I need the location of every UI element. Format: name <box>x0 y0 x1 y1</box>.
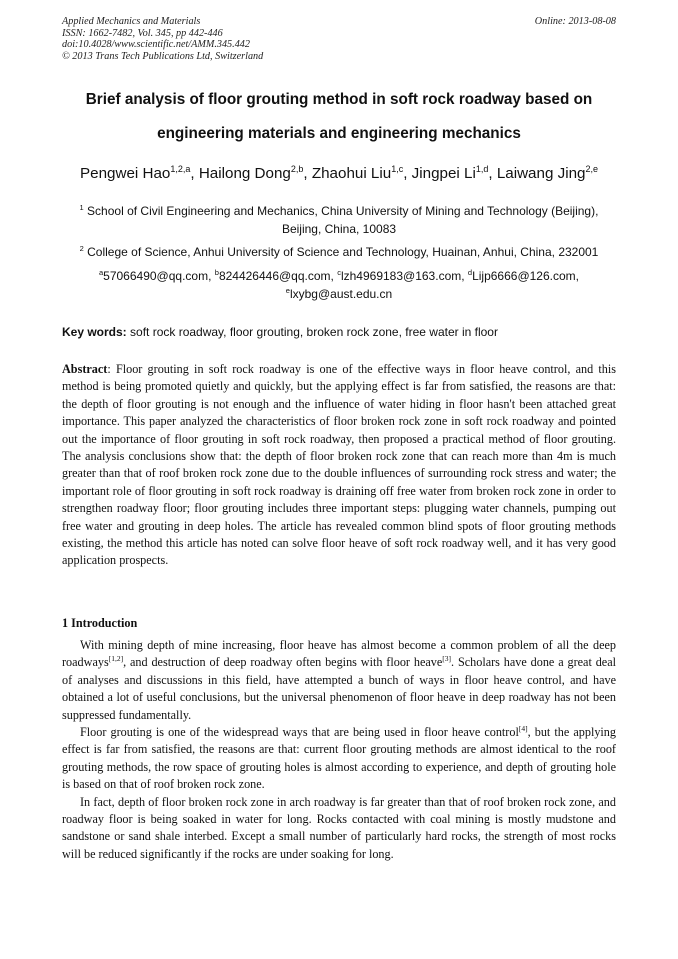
journal-name: Applied Mechanics and Materials <box>62 16 201 27</box>
affiliation-number: 1 <box>79 203 84 212</box>
paragraph: In fact, depth of floor broken rock zone in arch roadway is far greater than that of roof broken rock zone, and roadway floor is being soaked in water for long. Rocks contacted with coal mining is mostly mudstone and sandstone or sand shale interbed. Except a small number of particularly hard rocks, the strength of most rocks will be reduced significantly if the rocks are under soaking for long. <box>62 794 616 861</box>
email-marker: d <box>467 268 473 277</box>
paragraph <box>62 724 616 794</box>
keywords <box>62 325 622 339</box>
keywords-label: Key words: <box>62 325 127 339</box>
email-marker: c <box>337 268 341 277</box>
email-address: lxybg@aust.edu.cn <box>289 287 393 301</box>
journal-header <box>62 16 616 62</box>
email-address: 824426446@qq.com <box>218 269 331 283</box>
email-marker: e <box>285 286 290 295</box>
paragraph-text: . Scholars have done a great deal of analyses and discussions in this field, have attempted a bunch of ways in floor heave control, and have obtained a lot of useful conclusions, but the universal phenomenon of floor heave in deep roadway has not been suppressed fundamentally. <box>62 655 616 722</box>
journal-doi: doi:10.4028/www.scientific.net/AMM.345.442 <box>62 39 250 51</box>
affiliation-2 <box>40 243 638 261</box>
paragraph-text: With mining depth of mine increasing, floor heave has almost become a common problem of all the deep roadways <box>62 638 616 670</box>
abstract <box>62 361 616 570</box>
paper-title-line-1: Brief analysis of floor grouting method in soft rock roadway based on <box>85 91 593 108</box>
paragraph <box>62 637 616 724</box>
online-date: Online: 2013-08-08 <box>534 16 616 27</box>
affiliation-1 <box>40 202 638 238</box>
email-separator: , <box>461 269 468 283</box>
author-affiliation-marker: 2,b <box>290 164 304 174</box>
author-separator: , <box>488 165 497 182</box>
section-body <box>62 637 616 863</box>
email-address: lzh4969183@163.com <box>340 269 462 283</box>
email-separator: , <box>575 269 580 283</box>
email-marker: a <box>98 268 104 277</box>
paragraph-text: , but the applying effect is far from satisfied, the reasons are that: current floor grouting methods are almost identical to the roof grouting methods, the row space of grouting holes is almost according to experience, and depth of grouting hole is based on that of roof broken rock zone. <box>62 725 616 792</box>
author-affiliation-marker: 1,c <box>391 164 404 174</box>
section-heading: 1 Introduction <box>62 616 138 630</box>
paragraph-text: , and destruction of deep roadway often begins with floor heave <box>123 655 443 670</box>
journal-copyright: © 2013 Trans Tech Publications Ltd, Switzerland <box>62 50 264 62</box>
author-separator: , <box>403 165 412 182</box>
email-address: Lijp6666@126.com <box>472 269 576 283</box>
author-separator: , <box>190 165 199 182</box>
keywords-text: soft rock roadway, floor grouting, broken rock zone, free water in floor <box>126 325 498 339</box>
email-separator: , <box>208 269 215 283</box>
email-marker: b <box>214 268 219 277</box>
author-list <box>40 165 638 182</box>
citation: [4] <box>518 724 528 734</box>
author-name: Pengwei Hao <box>80 165 171 182</box>
email-separator: , <box>330 269 338 283</box>
author-name: Jingpei Li <box>411 165 476 182</box>
affiliation-number: 2 <box>79 244 84 253</box>
citation: [1,2] <box>108 654 124 664</box>
affiliation-text: School of Civil Engineering and Mechanics, China University of Mining and Technology (Beijing), <box>83 204 599 218</box>
paragraph-text: Floor grouting is one of the widespread ways that are being used in floor heave control <box>80 725 519 740</box>
paper-title-line-2: engineering materials and engineering mechanics <box>157 125 521 142</box>
author-emails <box>40 267 638 303</box>
abstract-label: Abstract <box>62 362 108 376</box>
journal-info <box>62 16 616 62</box>
citation: [3] <box>442 654 452 664</box>
author-name: Hailong Dong <box>198 165 291 182</box>
author-name: Laiwang Jing <box>496 165 586 182</box>
author-affiliation-marker: 1,d <box>475 164 489 174</box>
affiliation-text: College of Science, Anhui University of Science and Technology, Huainan, Anhui, China, 232001 <box>83 245 599 259</box>
author-affiliation-marker: 2,e <box>585 164 598 174</box>
author-separator: , <box>303 165 312 182</box>
abstract-text: : Floor grouting in soft rock roadway is one of the effective ways in floor heave control, and this method is being promoted quietly and quickly, but the applying effect is far from satisfied, the reasons are that: the depth of floor grouting is not enough and the influence of water hiding in floor hasn't been attached great importance. This paper analyzed the characteristics of floor broken rock zone in soft rock roadway and pointed out the importance of floor grouting in soft rock roadway, then proposed a practical method of floor grouting. The analysis conclusions show that: the depth of floor broken rock zone that can reach more than 4m is much greater than that of roof broken rock zone due to the double influences of surrounding rock stress and water; the important role of floor grouting in soft rock roadway is draining off free water from broken rock zone in order to strengthen roadway floor; floor grouting includes three important steps: plugging water channels, pumping out free water and grouting in deep holes. The article has revealed common blind spots of floor grouting methods existing, the method this article has noted can solve floor heave of soft rock roadway well, and it has very good application prospects. <box>62 362 616 568</box>
email-address: 57066490@qq.com <box>103 269 209 283</box>
author-name: Zhaohui Liu <box>311 165 392 182</box>
author-affiliation-marker: 1,2,a <box>170 164 191 174</box>
journal-issn: ISSN: 1662-7482, Vol. 345, pp 442-446 <box>62 27 223 39</box>
affiliation-text: Beijing, China, 10083 <box>281 222 397 236</box>
